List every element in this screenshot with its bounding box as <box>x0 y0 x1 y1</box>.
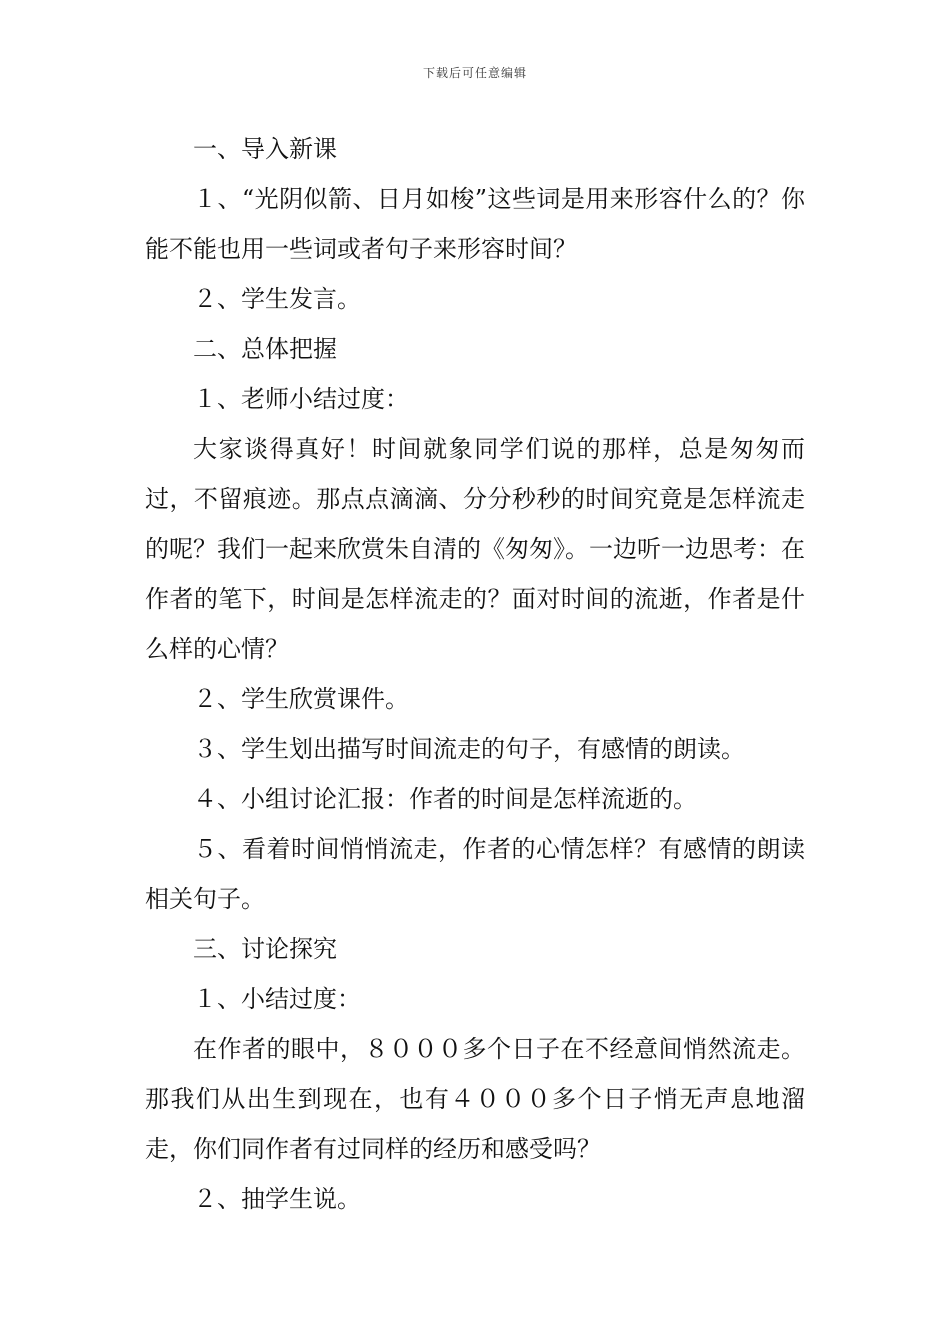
section-heading-intro: 一、导入新课 <box>193 135 337 163</box>
section-heading-overview: 二、总体把握 <box>193 335 337 363</box>
section-heading-discussion: 三、讨论探究 <box>193 935 337 963</box>
paragraph-item: ２、学生发言。 <box>193 285 361 313</box>
paragraph-body: 在作者的眼中，８０００多个日子在不经意间悄然流走。那我们从出生到现在，也有４０００多个日子悄无声息地溜走，你们同作者有过同样的经历和感受吗？ <box>145 1035 805 1163</box>
paragraph-body: 大家谈得真好！时间就象同学们说的那样，总是匆匆而过，不留痕迹。那点点滴滴、分分秒秒的时间究竟是怎样流走的呢？我们一起来欣赏朱自清的《匆匆》。一边听一边思考：在作者的笔下，时间是怎样流走的？面对时间的流逝，作者是什么样的心情？ <box>145 435 805 663</box>
document-body <box>145 124 805 1224</box>
page-header-note: 下载后可任意编辑 <box>422 66 527 80</box>
paragraph-item: ４、小组讨论汇报：作者的时间是怎样流逝的。 <box>193 785 697 813</box>
paragraph-item: ３、学生划出描写时间流走的句子，有感情的朗读。 <box>193 735 745 763</box>
paragraph-item: ２、抽学生说。 <box>193 1185 361 1213</box>
paragraph-item: １、“光阴似箭、日月如梭”这些词是用来形容什么的？你能不能也用一些词或者句子来形容时间？ <box>145 185 805 263</box>
paragraph-item: １、小结过度： <box>193 985 361 1013</box>
paragraph-item: ５、看着时间悄悄流走，作者的心情怎样？有感情的朗读相关句子。 <box>145 835 805 913</box>
paragraph-item: １、老师小结过度： <box>193 385 409 413</box>
paragraph-item: ２、学生欣赏课件。 <box>193 685 409 713</box>
